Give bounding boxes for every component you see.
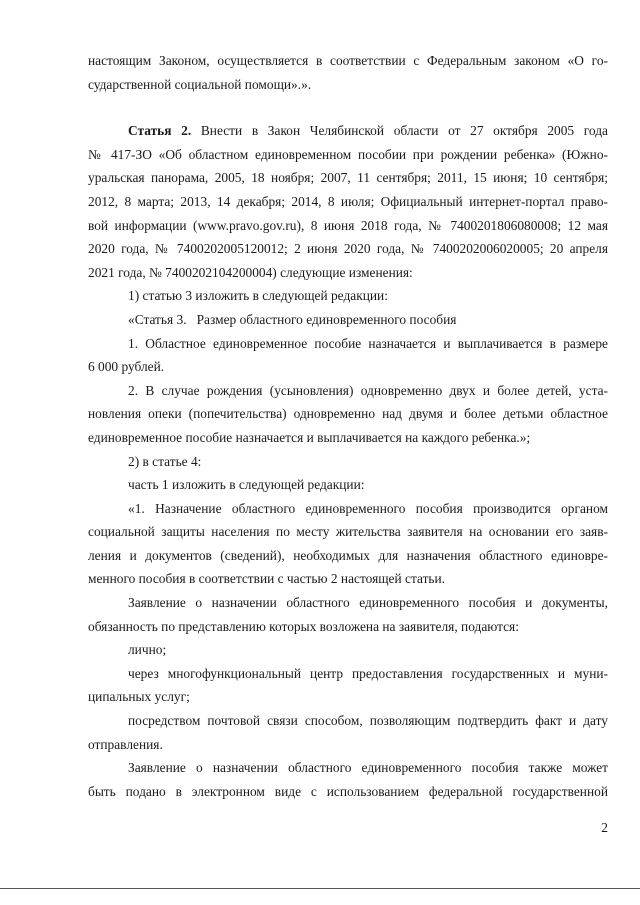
text-line: 6 000 рублей.	[88, 359, 165, 375]
text-line: «1. Назначение областного единовременного пособия производится органом	[128, 500, 608, 516]
text-line: 2012, 8 марта; 2013, 14 декабря; 2014, 8 июля; Официальный интернет-портал право-	[88, 193, 608, 209]
text-line: 2020 года, № 7400202005120012; 2 июня 2020 года, № 7400202006020005; 20 апреля	[88, 241, 608, 257]
article-3-part-1	[88, 332, 608, 379]
text-line: 2) в статье 4:	[128, 453, 202, 469]
text-line: ления и документов (сведений), необходимых для назначения областного единовре-	[88, 547, 608, 563]
text-line: сударственной социальной помощи».».	[88, 76, 312, 92]
text-line: единовременное пособие назначается и выплачивается на каждого ребенка.»;	[88, 429, 531, 445]
text-line: Заявление о назначении областного единовременного пособия также может	[128, 760, 608, 776]
text-line: посредством почтовой связи способом, позволяющим подтвердить факт и дату	[128, 713, 608, 729]
article-4-part-1	[88, 497, 608, 591]
text-line: лично;	[128, 642, 167, 658]
article-2-paragraph	[88, 119, 608, 284]
text-line: 2. В случае рождения (усыновления) одновременно двух и более детей, уста-	[128, 382, 608, 398]
text-line: быть подано в электронном виде с использованием федеральной государственной	[88, 783, 608, 799]
text-line: 1) статью 3 изложить в следующей редакции:	[128, 288, 388, 304]
article-4-application-paragraph	[88, 591, 608, 638]
text-line: № 417-ЗО «Об областном единовременном пособии при рождении ребенка» (Южно-	[88, 146, 608, 162]
text-line: настоящим Законом, осуществляется в соответствии с Федеральным законом «О го-	[88, 53, 608, 68]
text-line: уральская панорама, 2005, 18 ноября; 2007, 11 сентября; 2011, 15 июня; 10 сентября;	[88, 170, 608, 186]
article-3-title	[88, 308, 608, 332]
text-line: 1. Областное единовременное пособие назначается и выплачивается в размере	[128, 335, 608, 351]
text-line: ципальных услуг;	[88, 689, 190, 705]
item-2-instruction	[88, 473, 608, 497]
article-3-part-2	[88, 379, 608, 450]
text-line: через многофункциональный центр предоставления государственных и муни-	[128, 665, 608, 681]
text-fragment: Внести в Закон Челябинской области от 27 октября 2005 года	[200, 123, 608, 139]
article-4-electronic-paragraph	[88, 756, 608, 803]
text-line: «Статья 3. Размер областного единовременного пособия	[128, 311, 457, 327]
page-number: 2	[601, 820, 608, 835]
article-heading: Статья 2.	[128, 123, 192, 139]
scan-edge-line	[0, 888, 640, 889]
item-1-paragraph	[88, 284, 608, 308]
text-line: 2021 года, № 7400202104200004) следующие изменения:	[88, 264, 413, 280]
text-line: обязанность по представлению которых возложена на заявителя, подаются:	[88, 618, 519, 634]
text-line: социальной защиты населения по месту жительства заявителя на основании его заяв-	[88, 524, 608, 540]
text-line: Заявление о назначении областного единовременного пособия и документы,	[128, 595, 608, 611]
text-line: менного пособия в соответствии с частью 2 настоящей статьи.	[88, 571, 446, 587]
submission-option-mail	[88, 709, 608, 756]
text-line: вой информации (www.pravo.gov.ru), 8 июня 2018 года, № 7400201806080008; 12 мая	[88, 217, 608, 233]
page-body	[88, 49, 608, 803]
text-line	[88, 119, 608, 143]
submission-option-mfc	[88, 662, 608, 709]
text-line: новления опеки (попечительства) одновременно над двумя и более детьми областное	[88, 406, 608, 422]
text-line: часть 1 изложить в следующей редакции:	[128, 477, 365, 493]
text-line: отправления.	[88, 736, 163, 752]
item-2-paragraph	[88, 450, 608, 474]
submission-option-in-person	[88, 638, 608, 662]
continuation-paragraph	[88, 49, 608, 96]
